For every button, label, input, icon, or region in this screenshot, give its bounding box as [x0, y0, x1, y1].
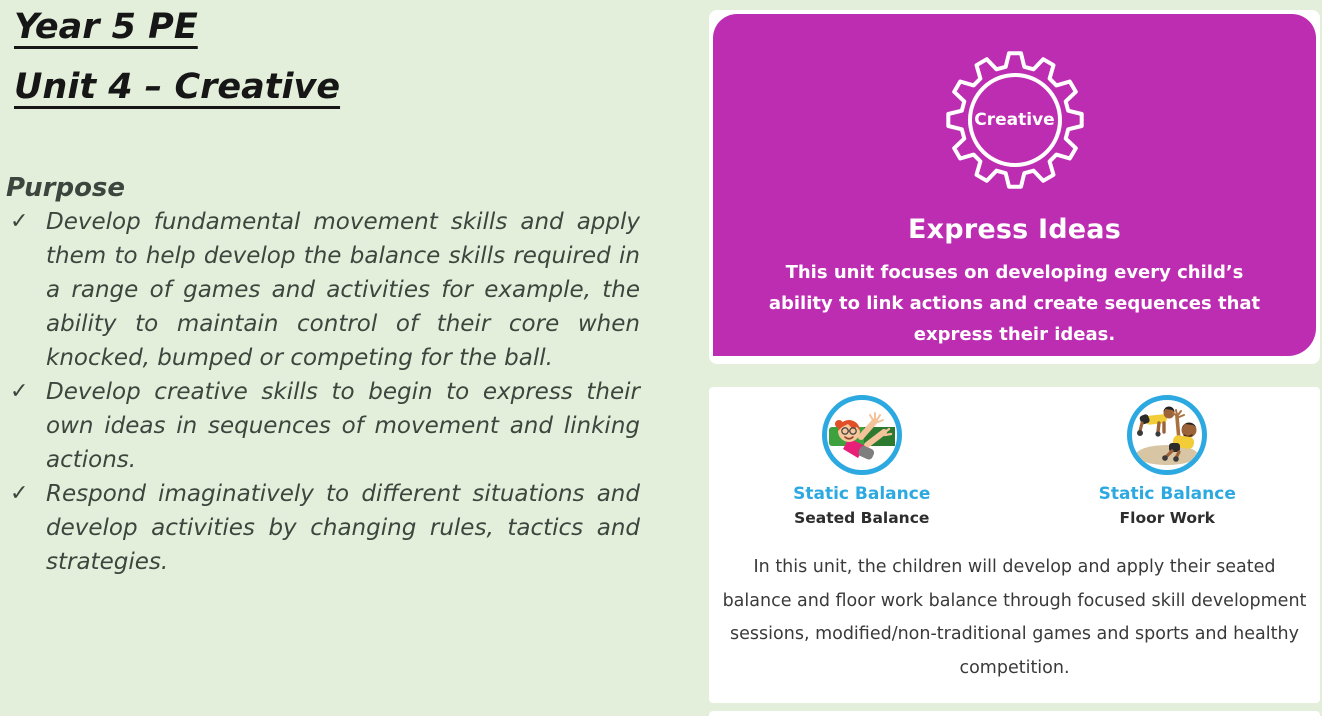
skill-category-label: Static Balance: [793, 484, 931, 504]
seated-balance-icon: [822, 395, 902, 475]
skill-seated-balance: [709, 395, 1015, 527]
left-text-column: [6, 4, 640, 579]
checkmark-icon: ✓: [10, 209, 29, 234]
skill-name-label: Floor Work: [1119, 509, 1215, 527]
purpose-section: [6, 171, 640, 579]
checkmark-icon: ✓: [10, 481, 29, 506]
skill-floor-work: [1015, 395, 1321, 527]
right-card-column: [709, 0, 1320, 716]
skills-card-description: In this unit, the children will develop and apply their seated balance and floor work balance through focused skill development sessions, modified/non-traditional games and sports and healthy competition.: [722, 557, 1307, 678]
express-card-description: This unit focuses on developing every child’s ability to link actions and create sequences that express their ideas.: [768, 262, 1261, 345]
purpose-bullet-text: Develop fundamental movement skills and apply them to help develop the balance skills required in a range of games and activities for example, the ability to maintain control of their core when knocked, bumped or competing for the ball.: [46, 209, 640, 371]
page-title: Year 5 PE: [14, 7, 198, 47]
purpose-bullet-text: Respond imaginatively to different situations and develop activities by changing rules, tactics and strategies.: [46, 481, 640, 575]
skill-name-label: Seated Balance: [794, 509, 930, 527]
creative-gear-icon: [945, 50, 1085, 190]
purpose-bullet-text: Develop creative skills to begin to express their own ideas in sequences of movement and linking actions.: [46, 379, 640, 473]
express-ideas-card: [713, 14, 1316, 356]
unit-title: Unit 4 – Creative: [14, 67, 341, 107]
skills-row: [709, 395, 1320, 527]
purpose-bullet: [6, 477, 640, 579]
checkmark-icon: ✓: [10, 379, 29, 404]
purpose-list: [6, 205, 640, 579]
floor-work-icon: [1127, 395, 1207, 475]
purpose-heading: Purpose: [6, 173, 126, 203]
gear-label: Creative: [974, 110, 1055, 130]
purpose-bullet: [6, 205, 640, 375]
purpose-bullet: [6, 375, 640, 477]
skills-card: [709, 387, 1320, 703]
next-card-edge: [709, 711, 1320, 716]
express-card-title: Express Ideas: [908, 214, 1121, 245]
skill-category-label: Static Balance: [1098, 484, 1236, 504]
